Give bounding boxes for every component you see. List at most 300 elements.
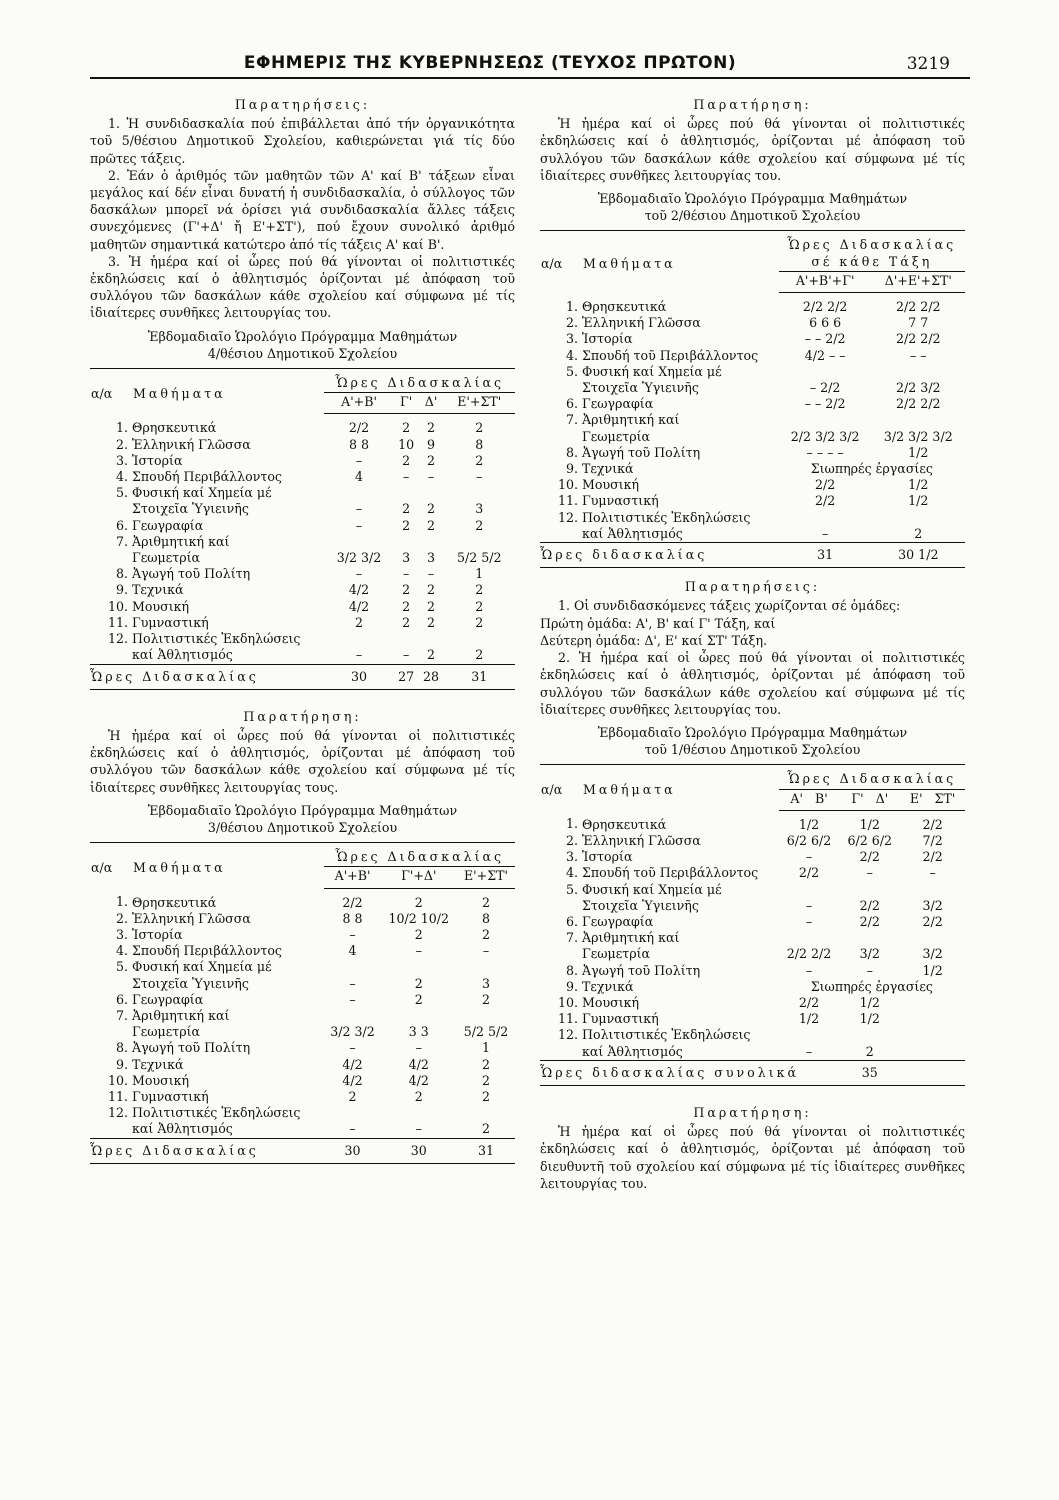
col-header: Α'+Β'+Γ'	[779, 271, 872, 292]
row-number: 11.	[557, 493, 578, 509]
hours-cell	[900, 882, 965, 898]
hours-cell: 2	[402, 420, 411, 436]
subject-name: Γεωμετρία	[132, 1024, 201, 1040]
hours-cell: 3/2 3/2	[330, 1024, 375, 1040]
page-header	[90, 52, 970, 78]
subject-name: Ἑλληνική Γλῶσσα	[582, 832, 701, 848]
hours-cell	[443, 631, 515, 647]
subject-name: Θρησκευτικά	[132, 420, 217, 436]
hours-cell: –	[476, 469, 483, 485]
subject-name: Ἑλληνική Γλῶσσα	[132, 910, 251, 926]
hours-cell: 2/2	[798, 994, 820, 1010]
hours-cell	[900, 1044, 965, 1061]
hours-cell: 2	[414, 926, 423, 942]
hours-cell: –	[355, 452, 363, 468]
subject-name: Ἱστορία	[582, 331, 633, 347]
subject-name: Ἀριθμητική καί	[582, 412, 680, 428]
table-row	[540, 461, 965, 477]
group-second: Δεύτερη ὁμάδα: Δ', Ε' καί ΣΤ' Τάξη.	[540, 632, 768, 648]
hours-cell: 2	[475, 517, 484, 533]
subject-name: καί Ἀθλητισμός	[132, 1121, 233, 1137]
hours-cell: 2	[481, 1056, 490, 1072]
table-row	[540, 1027, 965, 1043]
total-value: 27	[394, 664, 419, 689]
row-number: 11.	[107, 1088, 128, 1104]
hours-cell: 2	[481, 1121, 490, 1137]
table-3-caption-line2: 3/θέσιου Δημοτικοῦ Σχολείου	[207, 819, 398, 835]
hours-cell: 2/2 2/2	[896, 331, 941, 347]
hours-cell: –	[402, 566, 410, 582]
hours-cell: 2	[427, 517, 436, 533]
subject-name: Φυσική καί Χημεία μέ	[582, 363, 722, 379]
hours-cell: 2	[402, 582, 411, 598]
remarks-title: Παρατηρήσεις:	[234, 97, 371, 112]
hours-cell: 1/2	[908, 493, 929, 509]
row-number: 3.	[565, 849, 578, 865]
subject-name: Μουσική	[582, 477, 640, 493]
hours-cell	[872, 412, 965, 428]
hours-cell: 2/2	[342, 894, 363, 910]
hours-cell: 1/2	[859, 994, 880, 1010]
table-row	[90, 1121, 515, 1138]
hours-cell: 2	[427, 614, 436, 630]
row-number: 7.	[565, 412, 578, 428]
subject-name: Γυμναστική	[132, 1088, 209, 1104]
row-number: 12.	[557, 1027, 578, 1043]
table-row	[540, 810, 965, 833]
row-number	[90, 1121, 132, 1138]
hours-cell: 4	[348, 943, 357, 959]
table-row	[90, 1057, 515, 1073]
table-row	[90, 485, 515, 501]
row-number: 4.	[565, 865, 578, 881]
hours-cell: 2/2	[798, 865, 820, 881]
hours-cell	[900, 930, 965, 946]
row-number	[90, 647, 132, 664]
table-2-caption-line1: Ἑβδομαδιαῖο Ὡρολόγιο Πρόγραμμα Μαθημάτων	[597, 191, 908, 207]
row-number: 2.	[565, 832, 578, 848]
group-header: Ὧρες Διδασκαλίας	[324, 369, 515, 393]
subject-name: Ἱστορία	[582, 849, 633, 865]
hours-cell: 3/2	[922, 946, 943, 962]
table-row	[540, 946, 965, 962]
hours-cell: 2	[402, 452, 411, 468]
hours-cell	[457, 959, 515, 975]
hours-cell	[443, 485, 515, 501]
hours-cell: 2	[914, 525, 923, 541]
schedule-table-2-teacher	[540, 230, 965, 568]
hours-cell: 10	[398, 436, 415, 452]
subject-name: Σπουδή τοῦ Περιβάλλοντος	[582, 347, 759, 363]
table-row	[90, 550, 515, 566]
table-row	[90, 1024, 515, 1040]
header-rule	[90, 77, 970, 79]
row-number: 4.	[565, 347, 578, 363]
table-row	[540, 898, 965, 914]
col-header: Α'+Β'	[324, 867, 380, 888]
hours-cell	[394, 534, 419, 550]
hours-cell	[324, 1008, 380, 1024]
table-1-caption-line1: Ἑβδομαδιαῖο Ὡρολόγιο Πρόγραμμα Μαθημάτων	[597, 724, 908, 740]
hours-cell	[324, 1105, 380, 1121]
remark-2: 2. Ἡ ἡμέρα καί οἱ ὧρες πού θά γίνονται οἱ πολιτιστικές ἐκδηλώσεις καί ὁ ἀθλητισμός, ὁρίζονται μέ ἀπόφαση τοῦ συλλόγου τῶν δασκάλων κάθε σχολείου καί σύμφωνα μέ τίς ἰδιαίτερες συνθῆκες λειτουργίας του.	[540, 650, 965, 717]
hours-cell: 2	[865, 1043, 874, 1059]
hours-cell: 2/2 2/2	[896, 299, 941, 315]
hours-cell: 2/2	[859, 849, 880, 865]
hours-cell: 2	[481, 894, 490, 910]
table-body	[540, 810, 965, 1060]
subject-name: Ἀγωγή τοῦ Πολίτη	[132, 566, 251, 582]
page-number: 3219	[906, 54, 950, 74]
table-row	[90, 414, 515, 437]
hours-cell	[779, 412, 872, 428]
table-body	[90, 888, 515, 1138]
hours-cell: –	[349, 975, 356, 991]
table-row	[90, 647, 515, 664]
remark-1: 1. Οἱ συνδιδασκόμενες τάξεις χωρίζονται σέ ὁμάδες:	[558, 598, 901, 614]
note-2-text: Ἡ ἡμέρα καί οἱ ὧρες πού θά γίνονται οἱ πολιτιστικές ἐκδηλώσεις καί ὁ ἀθλητισμός, ὁρίζονται μέ ἀπόφαση τοῦ διευθυντῆ τοῦ σχολείου καί σύμφωνα μέ τίς ἰδιαίτερες συνθῆκες λειτουργίας του.	[540, 1124, 965, 1191]
total-label: Ὧρες Διδασκαλίας	[90, 664, 324, 689]
table-row	[540, 348, 965, 364]
hours-cell: 2/2	[814, 477, 836, 493]
subject-name: Πολιτιστικές Ἐκδηλώσεις	[132, 1105, 301, 1121]
table-2-caption	[540, 190, 965, 224]
col-header: Ε'	[909, 790, 923, 806]
subject-name: Γεωμετρία	[132, 550, 201, 566]
col-header: Δ'	[875, 790, 889, 806]
table-row	[90, 1073, 515, 1089]
hours-cell: 3/2 3/2	[336, 550, 382, 566]
table-row	[540, 526, 965, 543]
row-number: 7.	[115, 1007, 128, 1023]
hours-cell: 2/2 2/2	[802, 299, 848, 315]
hours-cell: 2	[427, 452, 436, 468]
col-header-ab	[779, 789, 840, 810]
remark-2: 2. Ἐάν ὁ ἀριθμός τῶν μαθητῶν τῶν Α' καί Β' τάξεων εἶναι μεγάλος καί δέν εἶναι δυνατή ἡ συνδιδασκαλία, ὁ σύλλογος τῶν δασκάλων μπορεῖ νά ὁρίσει γιά συνδιδασκαλία ἄλλες τάξεις συνεχόμενες (Γ'+Δ' ἤ Ε'+ΣΤ'), πού ἔχουν συνολικό ἀριθμό μαθητῶν σημαντικά κατώτερο ἀπό τίς τάξεις Α' καί Β'.	[90, 167, 515, 252]
subject-name: καί Ἀθλητισμός	[132, 647, 233, 663]
remark-1: 1. Ἡ συνδιδασκαλία πού ἐπιβάλλεται ἀπό τήν ὀργανικότητα τοῦ 5/θέσιου Δημοτικοῦ Σχολείου, καθιερώνεται γιά τίς δύο πρῶτες τάξεις.	[90, 116, 515, 166]
hours-cell: 8 8	[342, 910, 363, 926]
hours-cell: –	[427, 469, 435, 485]
subject-name: Στοιχεῖα Ὑγιεινῆς	[132, 975, 249, 991]
hours-cell	[839, 1027, 900, 1043]
hours-cell: 2	[427, 501, 436, 517]
hours-cell: 2	[414, 1088, 423, 1104]
note-text: Ἡ ἡμέρα καί οἱ ὧρες πού θά γίνονται οἱ πολιτιστικές ἐκδηλώσεις καί ὁ ἀθλητισμός, ὁρίζονται μέ ἀπόφαση τοῦ συλλόγου τῶν δασκάλων κάθε σχολείου καί σύμφωνα μέ τίς ἰδιαίτερες συνθῆκες λειτουργίας τους.	[90, 727, 515, 795]
table-row	[540, 380, 965, 396]
subject-name: Γεωγραφία	[132, 991, 204, 1007]
hours-cell	[443, 534, 515, 550]
hours-cell: 2/2	[814, 493, 836, 509]
group-header-line1: Ὧρες Διδασκαλίας	[787, 237, 957, 253]
total-label: Ὧρες διδασκαλίας	[540, 543, 779, 568]
hours-cell: –	[805, 897, 813, 913]
note-title: Παρατήρηση:	[243, 708, 362, 724]
table-row	[540, 331, 965, 347]
hours-cell: 2	[427, 420, 436, 436]
hours-cell: 3 3	[408, 1024, 429, 1040]
hours-cell: 2	[475, 582, 484, 598]
row-number: 9.	[115, 1056, 128, 1072]
subject-name: Στοιχεῖα Ὑγιεινῆς	[582, 897, 699, 913]
row-number: 2.	[565, 315, 578, 331]
hours-cell: 6 6 6	[809, 315, 842, 331]
row-number: 8.	[115, 566, 128, 582]
hours-cell	[324, 631, 393, 647]
hours-cell: –	[427, 566, 435, 582]
row-number: 6.	[565, 913, 578, 929]
row-number	[90, 550, 132, 566]
col-aa: α/α	[540, 765, 582, 810]
hours-cell: 1	[481, 1040, 490, 1056]
table-row	[540, 865, 965, 881]
table-4-caption-line1: Ἑβδομαδιαῖο Ὡρολόγιο Πρόγραμμα Μαθημάτων	[147, 328, 458, 344]
col-aa: α/α	[90, 843, 132, 888]
table-row	[90, 992, 515, 1008]
subject-name: Τεχνικά	[132, 582, 184, 598]
table-body	[540, 293, 965, 543]
hours-cell: 8	[481, 910, 490, 926]
row-number: 11.	[557, 1011, 578, 1027]
table-row	[90, 631, 515, 647]
right-column	[540, 92, 965, 1192]
row-number	[540, 946, 582, 962]
hours-cell: 1/2	[859, 816, 880, 832]
gazette-title: ΕΦΗΜΕΡΙΣ ΤΗΣ ΚΥΒΕΡΝΗΣΕΩΣ (ΤΕΥΧΟΣ ΠΡΩΤΟΝ)	[243, 53, 737, 73]
hours-cell: –	[866, 962, 873, 978]
hours-cell: 2	[402, 517, 411, 533]
hours-cell: – –	[910, 347, 927, 363]
table-4-caption	[90, 328, 515, 362]
row-number: 4.	[115, 943, 128, 959]
table-row	[90, 943, 515, 959]
subject-name: Γεωγραφία	[132, 517, 204, 533]
col-header-ef	[900, 789, 965, 810]
col-header: Γ'	[851, 790, 864, 806]
col-subject: Μαθήματα	[132, 843, 324, 888]
row-number: 8.	[565, 962, 578, 978]
total-value: 30	[324, 664, 393, 689]
hours-cell: 2	[481, 1088, 490, 1104]
hours-cell: 2/2 3/2	[896, 380, 941, 396]
hours-cell: 4/2	[348, 598, 370, 614]
group-header: Ὧρες Διδασκαλίας	[779, 765, 965, 789]
hours-cell: –	[482, 943, 490, 959]
subject-name: Γεωγραφία	[582, 396, 654, 412]
group-header-line2: σέ κάθε Τάξη	[811, 253, 933, 269]
row-number: 10.	[107, 1072, 128, 1088]
row-number: 12.	[107, 631, 128, 647]
hours-cell: 2	[481, 926, 490, 942]
hours-cell: 4/2	[348, 582, 370, 598]
table-row	[90, 437, 515, 453]
subject-name: Πολιτιστικές Ἐκδηλώσεις	[582, 1027, 751, 1043]
hours-cell: 2/2	[922, 849, 943, 865]
group-first: Πρώτη ὁμάδα: Α', Β' καί Γ' Τάξη, καί	[540, 615, 776, 631]
hours-cell: –	[349, 991, 356, 1007]
row-number: 2.	[115, 436, 128, 452]
table-row	[90, 1040, 515, 1056]
col-aa: α/α	[90, 369, 132, 414]
table-body	[90, 414, 515, 664]
hours-cell: 4/2	[342, 1056, 363, 1072]
hours-cell: –	[415, 1040, 422, 1056]
table-row	[540, 914, 965, 930]
col-subject: Μαθήματα	[582, 765, 779, 810]
hours-cell: 3	[475, 501, 484, 517]
hours-cell: 2	[475, 452, 484, 468]
table-row	[90, 927, 515, 943]
col-header-cd	[839, 789, 900, 810]
hours-cell: 2	[402, 501, 411, 517]
total-value: 30 1/2	[872, 543, 965, 568]
subject-name: Ἀριθμητική καί	[582, 930, 680, 946]
hours-cell: 1/2	[798, 816, 820, 832]
hours-cell	[419, 485, 444, 501]
hours-cell	[324, 959, 380, 975]
hours-cell	[900, 1011, 965, 1027]
table-row	[90, 534, 515, 550]
total-value: 31	[457, 1138, 515, 1163]
hours-cell: –	[929, 865, 936, 881]
hours-span: Σιωπηρές ἐργασίες	[810, 978, 933, 994]
hours-cell: 3	[427, 550, 436, 566]
hours-cell: 2	[475, 598, 484, 614]
subject-name: Φυσική καί Χημεία μέ	[132, 959, 272, 975]
table-1-caption	[540, 724, 965, 758]
table-row	[90, 501, 515, 517]
left-column	[90, 92, 515, 1164]
total-value: 35	[839, 1060, 900, 1085]
table-row	[90, 582, 515, 598]
group-header: Ὧρες Διδασκαλίας	[324, 843, 515, 867]
subject-name: Γυμναστική	[582, 493, 659, 509]
row-number: 11.	[107, 614, 128, 630]
hours-cell: 2/2 2/2	[786, 946, 832, 962]
hours-cell: 2/2 2/2	[896, 396, 941, 412]
hours-cell: 2	[427, 582, 436, 598]
hours-cell	[839, 930, 900, 946]
hours-cell: 1	[475, 566, 484, 582]
row-number	[90, 1024, 132, 1040]
hours-cell: 3	[481, 975, 490, 991]
table-row	[540, 1044, 965, 1061]
hours-cell: 6/2 6/2	[786, 832, 832, 848]
hours-cell: 4/2	[408, 1072, 429, 1088]
hours-span: Σιωπηρές ἐργασίες	[810, 461, 933, 477]
col-header: Δ'	[419, 393, 444, 414]
col-subject: Μαθήματα	[582, 231, 779, 293]
hours-cell: 2/2	[348, 420, 370, 436]
hours-cell	[324, 485, 393, 501]
row-number: 3.	[565, 331, 578, 347]
subject-name: Γυμναστική	[582, 1011, 659, 1027]
schedule-table-1-teacher	[540, 764, 965, 1086]
row-number: 5.	[115, 959, 128, 975]
hours-cell	[900, 1027, 965, 1043]
row-number	[540, 1044, 582, 1061]
table-row	[540, 445, 965, 461]
row-number: 6.	[115, 517, 128, 533]
hours-cell: 6/2 6/2	[847, 832, 893, 848]
hours-cell: 8	[475, 436, 484, 452]
subject-name: Τεχνικά	[132, 1056, 184, 1072]
hours-cell: 2	[414, 991, 423, 1007]
table-3-caption-line1: Ἑβδομαδιαῖο Ὡρολόγιο Πρόγραμμα Μαθημάτων	[147, 802, 458, 818]
row-number: 12.	[107, 1105, 128, 1121]
row-number: 2.	[115, 910, 128, 926]
col-header: Α'+Β'	[324, 393, 393, 414]
table-row	[90, 599, 515, 615]
table-row	[90, 959, 515, 975]
hours-cell: 2/2	[859, 897, 880, 913]
hours-cell: –	[349, 1040, 356, 1056]
row-number	[540, 898, 582, 914]
hours-cell: – – 2/2	[804, 396, 846, 412]
subject-name: Στοιχεῖα Ὑγιεινῆς	[132, 501, 249, 517]
row-number: 5.	[115, 485, 128, 501]
col-subject: Μαθήματα	[132, 369, 324, 414]
hours-cell: 4/2	[408, 1056, 429, 1072]
total-value: 31	[443, 664, 515, 689]
total-label: Ὧρες Διδασκαλίας	[90, 1138, 324, 1163]
subject-name: Ἑλληνική Γλῶσσα	[582, 315, 701, 331]
hours-cell: –	[355, 647, 363, 663]
col-header: Γ'+Δ'	[381, 867, 457, 888]
group-header	[779, 231, 965, 271]
hours-cell: –	[402, 647, 410, 663]
subject-name: Φυσική καί Χημεία μέ	[132, 485, 272, 501]
table-row	[540, 930, 965, 946]
row-number: 9.	[115, 582, 128, 598]
row-number: 10.	[557, 477, 578, 493]
subject-name: καί Ἀθλητισμός	[582, 525, 683, 541]
row-number: 6.	[565, 396, 578, 412]
table-2-caption-line2: τοῦ 2/θέσιου Δημοτικοῦ Σχολείου	[644, 208, 861, 224]
hours-cell: 5/2 5/2	[456, 550, 502, 566]
hours-cell: 2/2 3/2 3/2	[790, 428, 860, 444]
hours-cell	[779, 882, 840, 898]
hours-cell: – – 2/2	[804, 331, 846, 347]
hours-cell: –	[355, 566, 363, 582]
note-1-title: Παρατήρηση:	[693, 97, 812, 112]
table-row	[540, 396, 965, 412]
col-header: Α'	[790, 790, 803, 806]
hours-cell: 3/2 3/2 3/2	[883, 428, 953, 444]
hours-cell	[872, 364, 965, 380]
table-row	[90, 518, 515, 534]
hours-cell: 5/2 5/2	[463, 1024, 509, 1040]
row-number	[540, 526, 582, 543]
hours-cell: 2	[414, 975, 423, 991]
hours-cell: 4	[355, 469, 364, 485]
row-number: 10.	[557, 994, 578, 1010]
table-1-caption-line2: τοῦ 1/θέσιου Δημοτικοῦ Σχολείου	[644, 742, 861, 758]
hours-cell: –	[349, 1121, 356, 1137]
table-row	[540, 315, 965, 331]
row-number: 8.	[115, 1040, 128, 1056]
hours-cell	[419, 631, 444, 647]
subject-name: Μουσική	[132, 598, 190, 614]
hours-cell: 2	[355, 614, 364, 630]
hours-cell: 3/2	[922, 897, 943, 913]
hours-cell	[779, 510, 872, 526]
table-row	[90, 1089, 515, 1105]
row-number: 10.	[107, 598, 128, 614]
hours-cell: –	[805, 1043, 813, 1059]
hours-cell	[900, 995, 965, 1011]
col-header: Β'	[814, 790, 828, 806]
